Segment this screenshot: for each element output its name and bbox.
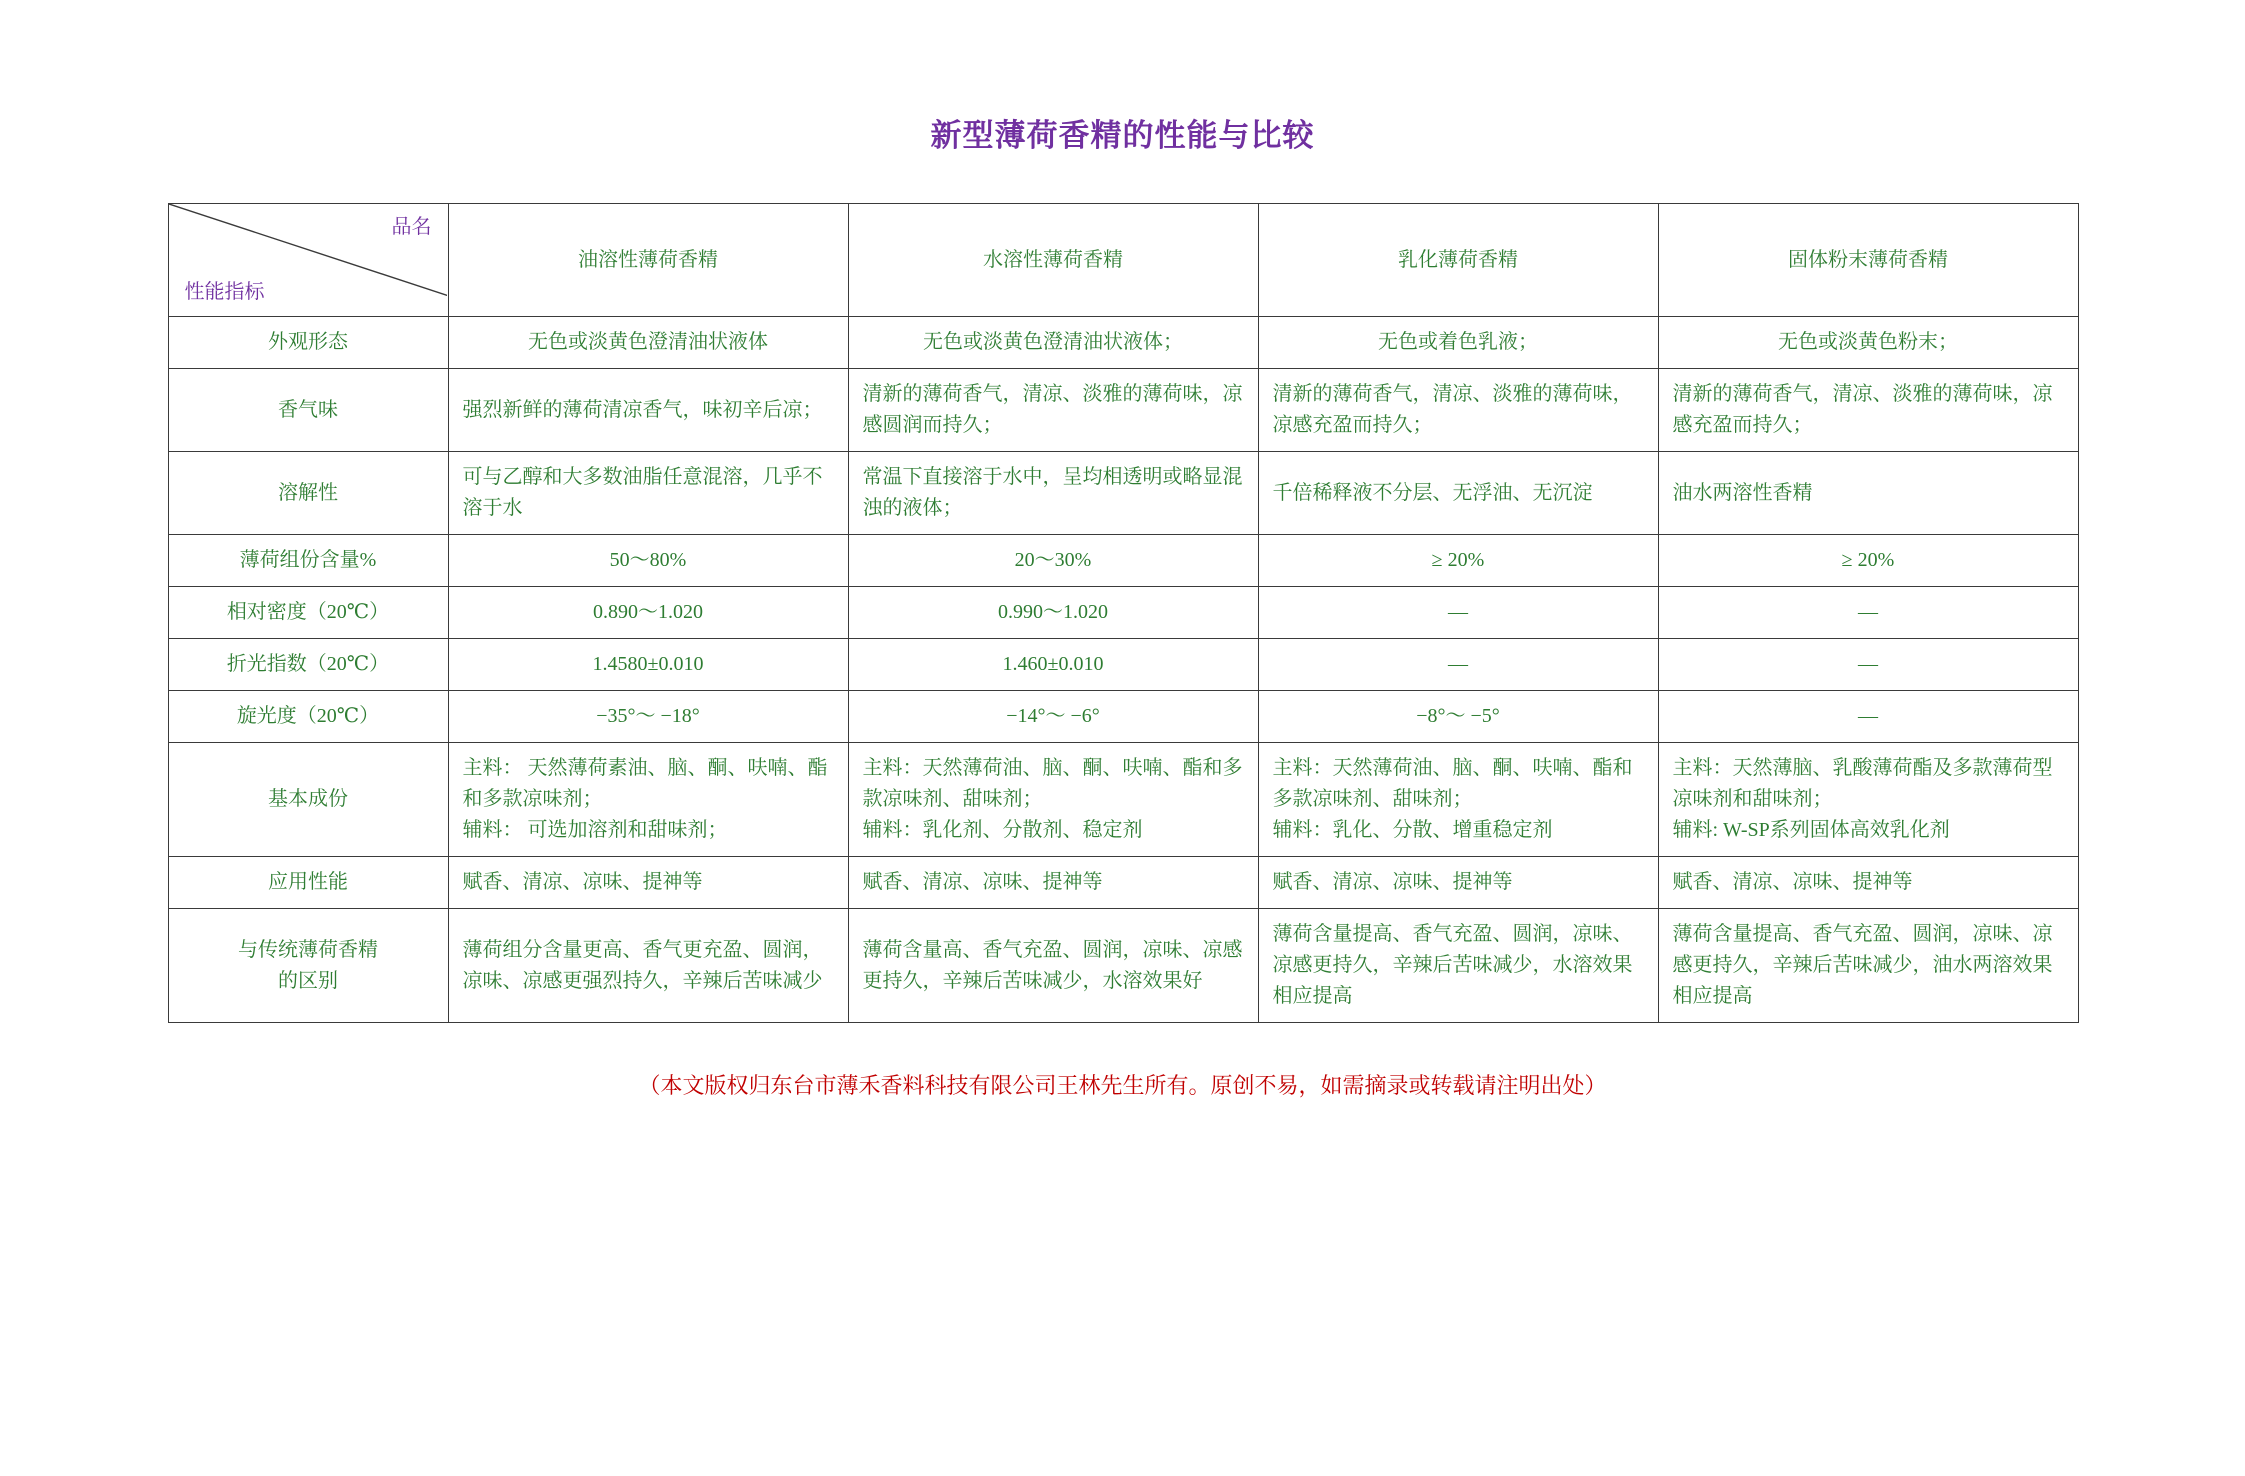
table-cell: −14°～ −6° [848,691,1258,743]
table-cell: 无色或着色乳液； [1258,317,1658,369]
table-cell: 油水两溶性香精 [1658,452,2078,535]
table-cell: 主料：天然薄脑、乳酸薄荷酯及多款薄荷型凉味剂和甜味剂； 辅料: W-SP系列固体高效乳化剂 [1658,743,2078,857]
page-title: 新型薄荷香精的性能与比较 [930,118,1315,153]
table-row [168,691,2078,743]
row-header: 香气味 [168,369,448,452]
corner-label-metric: 性能指标 [184,281,265,303]
table-cell: 主料：天然薄荷油、脑、酮、呋喃、酯和多款凉味剂、甜味剂； 辅料：乳化、分散、增重稳定剂 [1258,743,1658,857]
document-page [0,110,2245,1476]
table-row [168,535,2078,587]
row-header: 薄荷组份含量% [168,535,448,587]
table-cell: 强烈新鲜的薄荷清凉香气，味初辛后凉； [448,369,848,452]
row-header: 旋光度（20℃） [168,691,448,743]
column-header-solid-powder: 固体粉末薄荷香精 [1658,204,2078,317]
row-header: 溶解性 [168,452,448,535]
table-cell: 可与乙醇和大多数油脂任意混溶，几乎不溶于水 [448,452,848,535]
column-header-emulsified: 乳化薄荷香精 [1258,204,1658,317]
comparison-table [168,203,2079,1023]
table-cell: ≥ 20% [1258,535,1658,587]
table-header-row [168,204,2078,317]
table-cell: 清新的薄荷香气，清凉、淡雅的薄荷味，凉感充盈而持久； [1658,369,2078,452]
row-header: 应用性能 [168,857,448,909]
table-cell: −35°～ −18° [448,691,848,743]
table-cell: 20～30% [848,535,1258,587]
table-cell: 赋香、清凉、凉味、提神等 [1658,857,2078,909]
table-cell: 赋香、清凉、凉味、提神等 [848,857,1258,909]
row-header: 基本成份 [168,743,448,857]
table-cell: 无色或淡黄色澄清油状液体； [848,317,1258,369]
table-cell: 无色或淡黄色粉末； [1658,317,2078,369]
table-cell: 薄荷含量提高、香气充盈、圆润，凉味、凉感更持久，辛辣后苦味减少，油水两溶效果相应提高 [1658,909,2078,1023]
row-header: 相对密度（20℃） [168,587,448,639]
table-cell: −8°～ −5° [1258,691,1658,743]
table-cell: 赋香、清凉、凉味、提神等 [448,857,848,909]
table-cell: 0.990～1.020 [848,587,1258,639]
table-cell: 常温下直接溶于水中，呈均相透明或略显混浊的液体； [848,452,1258,535]
row-header: 与传统薄荷香精 的区别 [168,909,448,1023]
row-header: 折光指数（20℃） [168,639,448,691]
table-cell: — [1258,639,1658,691]
table-cell: 0.890～1.020 [448,587,848,639]
column-header-oil-soluble: 油溶性薄荷香精 [448,204,848,317]
table-cell: — [1658,587,2078,639]
table-cell: 薄荷含量高、香气充盈、圆润，凉味、凉感更持久，辛辣后苦味减少，水溶效果好 [848,909,1258,1023]
table-row [168,743,2078,857]
table-row [168,587,2078,639]
table-cell: — [1658,691,2078,743]
table-cell: 主料：天然薄荷油、脑、酮、呋喃、酯和多款凉味剂、甜味剂； 辅料：乳化剂、分散剂、稳定剂 [848,743,1258,857]
table-cell: — [1658,639,2078,691]
table-cell: 50～80% [448,535,848,587]
table-cell: 无色或淡黄色澄清油状液体 [448,317,848,369]
table-row [168,639,2078,691]
table-cell: ≥ 20% [1658,535,2078,587]
table-row [168,909,2078,1023]
table-body [168,204,2078,1023]
copyright-footnote: （本文版权归东台市薄禾香料科技有限公司王林先生所有。原创不易，如需摘录或转载请注明出处） [638,1073,1607,1098]
table-row [168,369,2078,452]
corner-label-product: 品名 [391,216,432,238]
table-cell: 薄荷组分含量更高、香气更充盈、圆润，凉味、凉感更强烈持久，辛辣后苦味减少 [448,909,848,1023]
table-cell: 赋香、清凉、凉味、提神等 [1258,857,1658,909]
table-cell: 主料： 天然薄荷素油、脑、酮、呋喃、酯和多款凉味剂； 辅料： 可选加溶剂和甜味剂； [448,743,848,857]
table-cell: 1.4580±0.010 [448,639,848,691]
row-header: 外观形态 [168,317,448,369]
comparison-table-container [168,203,2078,1023]
table-cell: 1.460±0.010 [848,639,1258,691]
table-row [168,452,2078,535]
table-cell: 清新的薄荷香气，清凉、淡雅的薄荷味，凉感圆润而持久； [848,369,1258,452]
column-header-water-soluble: 水溶性薄荷香精 [848,204,1258,317]
table-corner-header [168,204,448,317]
table-row [168,317,2078,369]
table-cell: 薄荷含量提高、香气充盈、圆润，凉味、凉感更持久，辛辣后苦味减少，水溶效果相应提高 [1258,909,1658,1023]
table-cell: — [1258,587,1658,639]
table-cell: 清新的薄荷香气，清凉、淡雅的薄荷味，凉感充盈而持久； [1258,369,1658,452]
table-row [168,857,2078,909]
table-cell: 千倍稀释液不分层、无浮油、无沉淀 [1258,452,1658,535]
